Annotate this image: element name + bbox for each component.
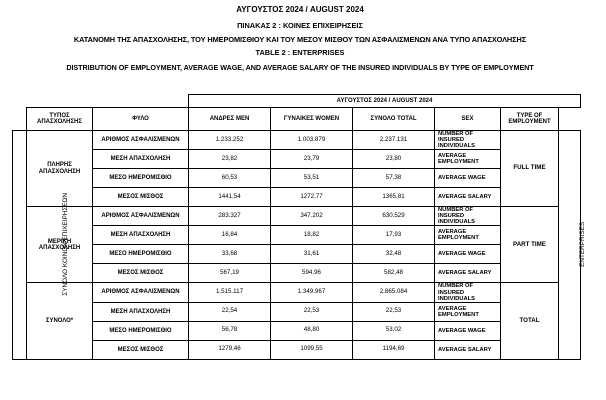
- women-value: 18,82: [271, 226, 353, 245]
- col-header-sex: SEX: [435, 108, 501, 131]
- employment-type-english: TOTAL: [501, 283, 559, 359]
- total-value: 22,53: [353, 302, 435, 321]
- total-value: 57,38: [353, 169, 435, 188]
- row-label: ΜΕΣΟ ΗΜΕΡΟΜΙΣΘΙΟ: [93, 245, 189, 264]
- table-subtitle-greek: ΚΑΤΑΝΟΜΗ ΤΗΣ ΑΠΑΣΧΟΛΗΣΗΣ, ΤΟΥ ΗΜΕΡΟΜΙΣΘΙΟΥ ΚΑΙ ΤΟΥ ΜΕΣΟΥ ΜΙΣΘΟΥ ΤΩΝ ΑΣΦΑΛΙΣΜΕΝΩΝ ΑΝΑ ΤΥΠΟ ΑΠΑΣΧΟΛΗΣΗΣ: [73, 35, 527, 44]
- men-value: 283.327: [189, 207, 271, 226]
- employment-table: [12, 94, 587, 360]
- table-row: [13, 226, 581, 245]
- men-value: 23,82: [189, 150, 271, 169]
- men-value: 1441,54: [189, 188, 271, 207]
- row-label-english: AVERAGE SALARY: [435, 264, 501, 283]
- total-value: 1194,69: [353, 340, 435, 359]
- total-value: 2.237.131: [353, 131, 435, 150]
- table-title-english: TABLE 2 : ENTERPRISES: [255, 48, 345, 57]
- row-label: ΜΕΣΗ ΑΠΑΣΧΟΛΗΣΗ: [93, 150, 189, 169]
- women-value: 1.003.879: [271, 131, 353, 150]
- row-label-english: AVERAGE EMPLOYMENT: [435, 150, 501, 169]
- col-header-men: ΑΝΔΡΕΣ MEN: [189, 108, 271, 131]
- row-label: ΜΕΣΟΣ ΜΙΣΘΟΣ: [93, 340, 189, 359]
- men-value: 60,53: [189, 169, 271, 188]
- total-value: 582,48: [353, 264, 435, 283]
- row-label: ΜΕΣΗ ΑΠΑΣΧΟΛΗΣΗ: [93, 226, 189, 245]
- row-label-english: NUMBER OF INSURED INDIVIDUALS: [435, 131, 501, 150]
- col-header-total: ΣΥΝΟΛΟ TOTAL: [353, 108, 435, 131]
- table-row: [13, 169, 581, 188]
- row-label: ΜΕΣΟ ΗΜΕΡΟΜΙΣΘΙΟ: [93, 321, 189, 340]
- total-value: 17,93: [353, 226, 435, 245]
- table-row: [13, 245, 581, 264]
- row-label-english: AVERAGE WAGE: [435, 321, 501, 340]
- col-header-gender: ΦΥΛΟ: [93, 108, 189, 131]
- row-label-english: AVERAGE SALARY: [435, 188, 501, 207]
- table-row: [13, 264, 581, 283]
- table-row: [13, 321, 581, 340]
- row-label: ΜΕΣΟ ΗΜΕΡΟΜΙΣΘΙΟ: [93, 169, 189, 188]
- row-label-english: AVERAGE WAGE: [435, 169, 501, 188]
- col-header-type-en: TYPE OF EMPLOYMENT: [501, 108, 559, 131]
- row-label: ΜΕΣΟΣ ΜΙΣΘΟΣ: [93, 188, 189, 207]
- table-row: [13, 131, 581, 150]
- table-subtitle-english: DISTRIBUTION OF EMPLOYMENT, AVERAGE WAGE, AND AVERAGE SALARY OF THE INSURED INDIVIDUALS BY TYPE OF EMPLOYMENT: [66, 63, 534, 72]
- table-row: [13, 340, 581, 359]
- table-row: [13, 150, 581, 169]
- women-value: 48,80: [271, 321, 353, 340]
- men-value: 1.515.117: [189, 283, 271, 302]
- employment-type-greek: ΠΛΗΡΗΣ ΑΠΑΣΧΟΛΗΣΗ: [27, 131, 93, 207]
- col-header-type: ΤΥΠΟΣ ΑΠΑΣΧΟΛΗΣΗΣ: [27, 108, 93, 131]
- row-label: ΜΕΣΟΣ ΜΙΣΘΟΣ: [93, 264, 189, 283]
- row-label: ΑΡΙΘΜΟΣ ΑΣΦΑΛΙΣΜΕΝΩΝ: [93, 207, 189, 226]
- report-date-title: ΑΥΓΟΥΣΤΟΣ 2024 / AUGUST 2024: [236, 5, 364, 14]
- employment-type-greek: ΜΕΡΙΚΗ ΑΠΑΣΧΟΛΗΣΗ: [27, 207, 93, 283]
- men-value: 567,19: [189, 264, 271, 283]
- women-value: 594,96: [271, 264, 353, 283]
- total-value: 2.865.084: [353, 283, 435, 302]
- left-vertical-label-text: ΣΥΝΟΛΟ ΚΟΙΝΩΝ ΕΠΙΧΕΙΡΗΣΕΩΝ: [61, 193, 69, 297]
- total-value: 53,02: [353, 321, 435, 340]
- row-label-english: AVERAGE EMPLOYMENT: [435, 226, 501, 245]
- total-value: 23,80: [353, 150, 435, 169]
- men-value: 22,54: [189, 302, 271, 321]
- table-row: [13, 302, 581, 321]
- women-value: 1272,77: [271, 188, 353, 207]
- table-row: [13, 207, 581, 226]
- total-value: 1365,81: [353, 188, 435, 207]
- men-value: 33,68: [189, 245, 271, 264]
- employment-type-greek: ΣΥΝΟΛΟ*: [27, 283, 93, 359]
- men-value: 1.233.252: [189, 131, 271, 150]
- women-value: 22,53: [271, 302, 353, 321]
- women-value: 347.202: [271, 207, 353, 226]
- total-value: 32,48: [353, 245, 435, 264]
- men-value: 1279,46: [189, 340, 271, 359]
- row-label: ΑΡΙΘΜΟΣ ΑΣΦΑΛΙΣΜΕΝΩΝ: [93, 131, 189, 150]
- women-value: 31,61: [271, 245, 353, 264]
- row-label: ΑΡΙΘΜΟΣ ΑΣΦΑΛΙΣΜΕΝΩΝ: [93, 283, 189, 302]
- row-label-english: NUMBER OF INSURED INDIVIDUALS: [435, 283, 501, 302]
- right-vertical-label-text: ENTERPRISES: [579, 222, 587, 268]
- women-value: 1.349.967: [271, 283, 353, 302]
- women-value: 53,51: [271, 169, 353, 188]
- row-label: ΜΕΣΗ ΑΠΑΣΧΟΛΗΣΗ: [93, 302, 189, 321]
- row-label-english: AVERAGE WAGE: [435, 245, 501, 264]
- table-title-greek: ΠΙΝΑΚΑΣ 2 : ΚΟΙΝΕΣ ΕΠΙΧΕΙΡΗΣΕΙΣ: [237, 21, 363, 30]
- women-value: 1099,55: [271, 340, 353, 359]
- women-value: 23,79: [271, 150, 353, 169]
- right-vertical-label: [559, 131, 587, 360]
- table-row: [13, 188, 581, 207]
- col-header-women: ΓΥΝΑΙΚΕΣ WOMEN: [271, 108, 353, 131]
- men-value: 56,78: [189, 321, 271, 340]
- row-label-english: AVERAGE SALARY: [435, 340, 501, 359]
- row-label-english: NUMBER OF INSURED INDIVIDUALS: [435, 207, 501, 226]
- employment-type-english: PART TIME: [501, 207, 559, 283]
- period-header: ΑΥΓΟΥΣΤΟΣ 2024 / AUGUST 2024: [189, 95, 581, 108]
- table-row: [13, 283, 581, 302]
- row-label-english: AVERAGE EMPLOYMENT: [435, 302, 501, 321]
- total-value: 630.529: [353, 207, 435, 226]
- men-value: 16,84: [189, 226, 271, 245]
- employment-type-english: FULL TIME: [501, 131, 559, 207]
